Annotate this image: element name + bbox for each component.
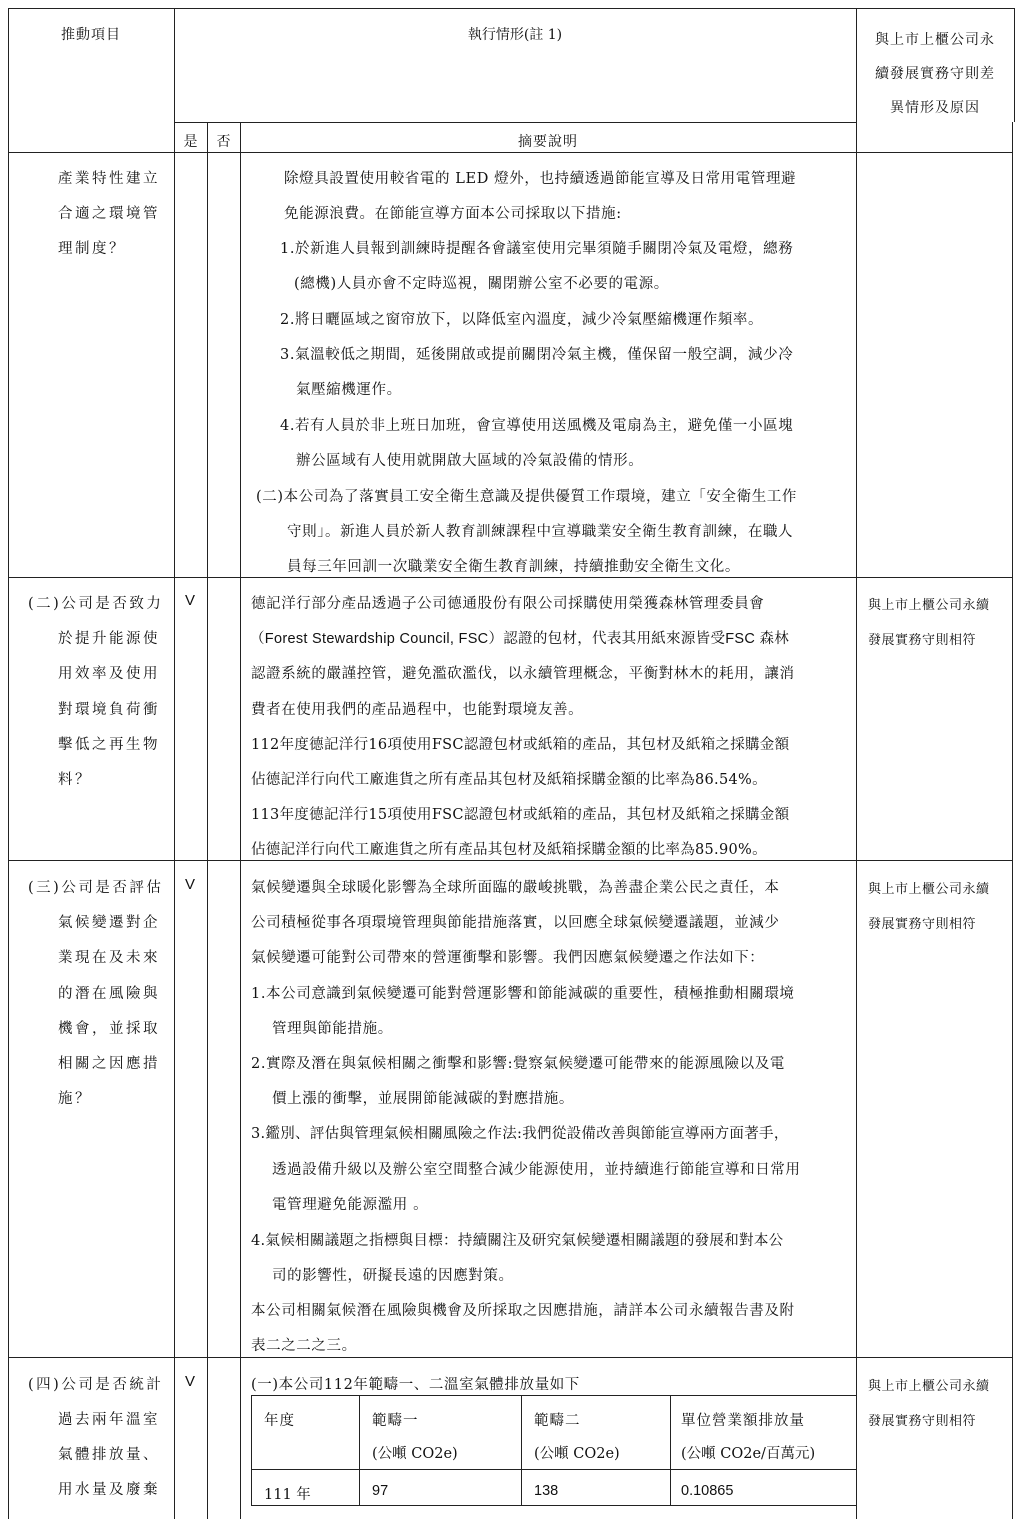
row3-text-line: 管理與節能措施。 xyxy=(272,1021,393,1037)
row3-text-line: 1.本公司意識到氣候變遷可能對營運影響和節能減碳的重要性，積極推動相關環境 xyxy=(251,986,795,1002)
row2-text-line: 佔德記洋行向代工廠進貨之所有產品其包材及紙箱採購金額的比率為86.54%。 xyxy=(251,772,767,788)
row3-question-line: 業現在及未來 xyxy=(58,950,160,966)
inner-table-header: 年度 xyxy=(264,1413,295,1429)
row1-text-line: 辦公區域有人使用就開啟大區域的冷氣設備的情形。 xyxy=(296,453,644,469)
row1-text-line: 員每三年回訓一次職業安全衛生教育訓練，持續推動安全衛生文化。 xyxy=(287,559,740,575)
row2-note-line: 發展實務守則相符 xyxy=(868,633,977,648)
header-deviation-line: 與上市上櫃公司永 xyxy=(875,32,995,48)
row2-question-line: 擊低之再生物 xyxy=(58,737,160,753)
row3-text-line: 3.鑑別、評估與管理氣候相關風險之作法:我們從設備改善與節能宣導兩方面著手， xyxy=(251,1126,789,1142)
inner-table-top xyxy=(251,1395,857,1396)
inner-table-header: 範疇一 xyxy=(372,1413,419,1429)
row3-text-line: 價上漲的衝擊，並展開節能減碳的對應措施。 xyxy=(272,1091,574,1107)
inner-table-bottom xyxy=(251,1505,857,1506)
row1-text-line: 除燈具設置使用較省電的 LED 燈外，也持續透過節能宣導及日常用電管理避 xyxy=(284,171,797,187)
row3-text-line: 司的影響性，研擬長遠的因應對策。 xyxy=(272,1268,514,1284)
inner-table-cell: 111 年 xyxy=(264,1487,311,1503)
row1-text-line: 1.於新進人員報到訓練時提醒各會議室使用完畢須隨手關閉冷氣及電燈，總務 xyxy=(280,241,794,257)
row2-text-line: （Forest Stewardship Council, FSC）認證的包材，代表其用紙來源皆受FSC 森林 xyxy=(250,631,790,647)
row3-question-line: 氣候變遷對企 xyxy=(58,915,160,931)
row3-bottom-line xyxy=(8,1357,1013,1358)
header-yes: 是 xyxy=(183,134,198,150)
row1-question-line: 產業特性建立 xyxy=(58,171,160,187)
row2-text-line: 佔德記洋行向代工廠進貨之所有產品其包材及紙箱採購金額的比率為85.90%。 xyxy=(251,842,767,858)
row1-text-line: 3.氣溫較低之期間，延後開啟或提前關閉冷氣主機，僅保留一般空調，減少冷 xyxy=(280,347,794,363)
row2-question-line: 對環境負荷衝 xyxy=(58,702,160,718)
row4-question-line: 氣體排放量、 xyxy=(58,1447,160,1463)
row4-intro: (一)本公司112年範疇一、二溫室氣體排放量如下 xyxy=(251,1377,580,1393)
row3-text-line: 4.氣候相關議題之指標與目標：持續關注及研究氣候變遷相關議題的發展和對本公 xyxy=(251,1233,784,1249)
header-deviation-line: 續發展實務守則差 xyxy=(875,66,995,82)
inner-table-col1 xyxy=(359,1395,360,1506)
table-border-right-lower xyxy=(1012,122,1013,1519)
table-border-left xyxy=(8,8,9,1519)
row4-note-line: 與上市上櫃公司永續 xyxy=(868,1379,990,1394)
row3-text-line: 透過設備升級以及辦公室空間整合減少能源使用，並持續進行節能宣導和日常用 xyxy=(272,1162,801,1178)
header-execution: 執行情形(註 1) xyxy=(467,27,563,43)
inner-table-header: 範疇二 xyxy=(534,1413,581,1429)
inner-table-cell: 138 xyxy=(534,1483,559,1499)
header-deviation-line: 異情形及原因 xyxy=(890,100,980,116)
inner-table-header-unit: (公噸 CO2e/百萬元) xyxy=(681,1446,816,1462)
row2-question-line: 於提升能源使 xyxy=(58,631,160,647)
row1-text-line: (二)本公司為了落實員工安全衛生意識及提供優質工作環境，建立「安全衛生工作 xyxy=(256,489,798,505)
row2-note-line: 與上市上櫃公司永續 xyxy=(868,598,990,613)
row1-bottom-line xyxy=(8,577,1013,578)
row3-question-line: 相關之因應措 xyxy=(58,1056,160,1072)
row4-question-line: (四)公司是否統計 xyxy=(28,1377,164,1393)
row3-text-line: 公司積極從事各項環境管理與節能措施落實，以回應全球氣候變遷議題，並減少 xyxy=(251,915,780,931)
row2-question-line: 用效率及使用 xyxy=(58,666,160,682)
row4-note-line: 發展實務守則相符 xyxy=(868,1414,977,1429)
row2-bottom-line xyxy=(8,860,1013,861)
row2-yes-mark: V xyxy=(185,592,196,609)
table-border-right xyxy=(1014,8,1015,122)
row2-text-line: 費者在使用我們的產品過程中，也能對環境友善。 xyxy=(251,702,584,718)
row3-text-line: 電管理避免能源濫用 。 xyxy=(272,1197,429,1213)
row1-text-line: (總機)人員亦會不定時巡視，關閉辦公室不必要的電源。 xyxy=(294,276,669,292)
row3-text-line: 本公司相關氣候潛在風險與機會及所採取之因應措施，請詳本公司永續報告書及附 xyxy=(251,1303,795,1319)
inner-table-col2 xyxy=(521,1395,522,1506)
row4-question-line: 用水量及廢棄 xyxy=(58,1482,160,1498)
header-bottom-line xyxy=(8,152,1013,153)
table-border-col4 xyxy=(856,8,857,1519)
row3-question-line: 的潛在風險與 xyxy=(58,986,160,1002)
row1-text-line: 免能源浪費。在節能宣導方面本公司採取以下措施: xyxy=(284,206,622,222)
row2-question-line: 料？ xyxy=(58,772,92,788)
inner-table-header-unit: (公噸 CO2e) xyxy=(372,1446,458,1462)
row1-text-line: 守則」。新進人員於新人教育訓練課程中宣導職業安全衛生教育訓練，在職人 xyxy=(287,524,794,540)
row2-text-line: 德記洋行部分產品透過子公司德通股份有限公司採購使用榮獲森林管理委員會 xyxy=(251,596,765,612)
row3-text-line: 2.實際及潛在與氣候相關之衝擊和影響:覺察氣候變遷可能帶來的能源風險以及電 xyxy=(251,1056,785,1072)
inner-table-header: 單位營業額排放量 xyxy=(681,1413,805,1429)
table-border-col3 xyxy=(240,122,241,1519)
row1-question-line: 合適之環境管 xyxy=(58,206,160,222)
inner-table-header-unit: (公噸 CO2e) xyxy=(534,1446,620,1462)
table-border-col1 xyxy=(174,8,175,1519)
inner-table-cell: 0.10865 xyxy=(681,1483,734,1499)
row2-text-line: 112年度德記洋行16項使用FSC認證包材或紙箱的產品，其包材及紙箱之採購金額 xyxy=(251,737,790,753)
row3-text-line: 氣候變遷可能對公司帶來的營運衝擊和影響。我們因應氣候變遷之作法如下： xyxy=(251,950,765,966)
inner-table-col3 xyxy=(670,1395,671,1506)
inner-table-left xyxy=(251,1395,252,1506)
table-border-top xyxy=(8,8,1015,9)
row3-note-line: 與上市上櫃公司永續 xyxy=(868,882,990,897)
row4-yes-mark: V xyxy=(185,1373,196,1390)
header-no: 否 xyxy=(216,134,231,150)
row1-text-line: 2.將日曬區域之窗帘放下，以降低室內溫度，減少冷氣壓縮機運作頻率。 xyxy=(280,312,764,328)
header-deviation xyxy=(856,23,1014,125)
inner-table-header-bottom xyxy=(251,1469,857,1470)
row3-note-line: 發展實務守則相符 xyxy=(868,917,977,932)
row3-question-line: (三)公司是否評估 xyxy=(28,880,164,896)
row1-question-line: 理制度？ xyxy=(58,241,126,257)
row3-text-line: 氣候變遷與全球暖化影響為全球所面臨的嚴峻挑戰，為善盡企業公民之責任，本 xyxy=(251,880,780,896)
table-border-col2 xyxy=(207,122,208,1519)
header-summary: 摘要說明 xyxy=(518,134,578,150)
row3-text-line: 表二之二之三。 xyxy=(251,1338,357,1354)
row3-question-line: 施？ xyxy=(58,1091,92,1107)
row3-yes-mark: V xyxy=(185,876,196,893)
row2-question-line: (二)公司是否致力 xyxy=(28,596,164,612)
inner-table-cell: 97 xyxy=(372,1483,389,1499)
header-subrow-line xyxy=(174,122,856,123)
header-item: 推動項目 xyxy=(61,27,121,43)
row2-text-line: 113年度德記洋行15項使用FSC認證包材或紙箱的產品，其包材及紙箱之採購金額 xyxy=(251,807,790,823)
row1-text-line: 氣壓縮機運作。 xyxy=(296,382,402,398)
row1-text-line: 4.若有人員於非上班日加班，會宣導使用送風機及電扇為主，避免僅一小區塊 xyxy=(280,418,794,434)
row4-question-line: 過去兩年溫室 xyxy=(58,1412,160,1428)
row3-question-line: 機會，並採取 xyxy=(58,1021,160,1037)
row2-text-line: 認證系統的嚴謹控管，避免濫砍濫伐，以永續管理概念，平衡對林木的耗用，讓消 xyxy=(251,666,795,682)
